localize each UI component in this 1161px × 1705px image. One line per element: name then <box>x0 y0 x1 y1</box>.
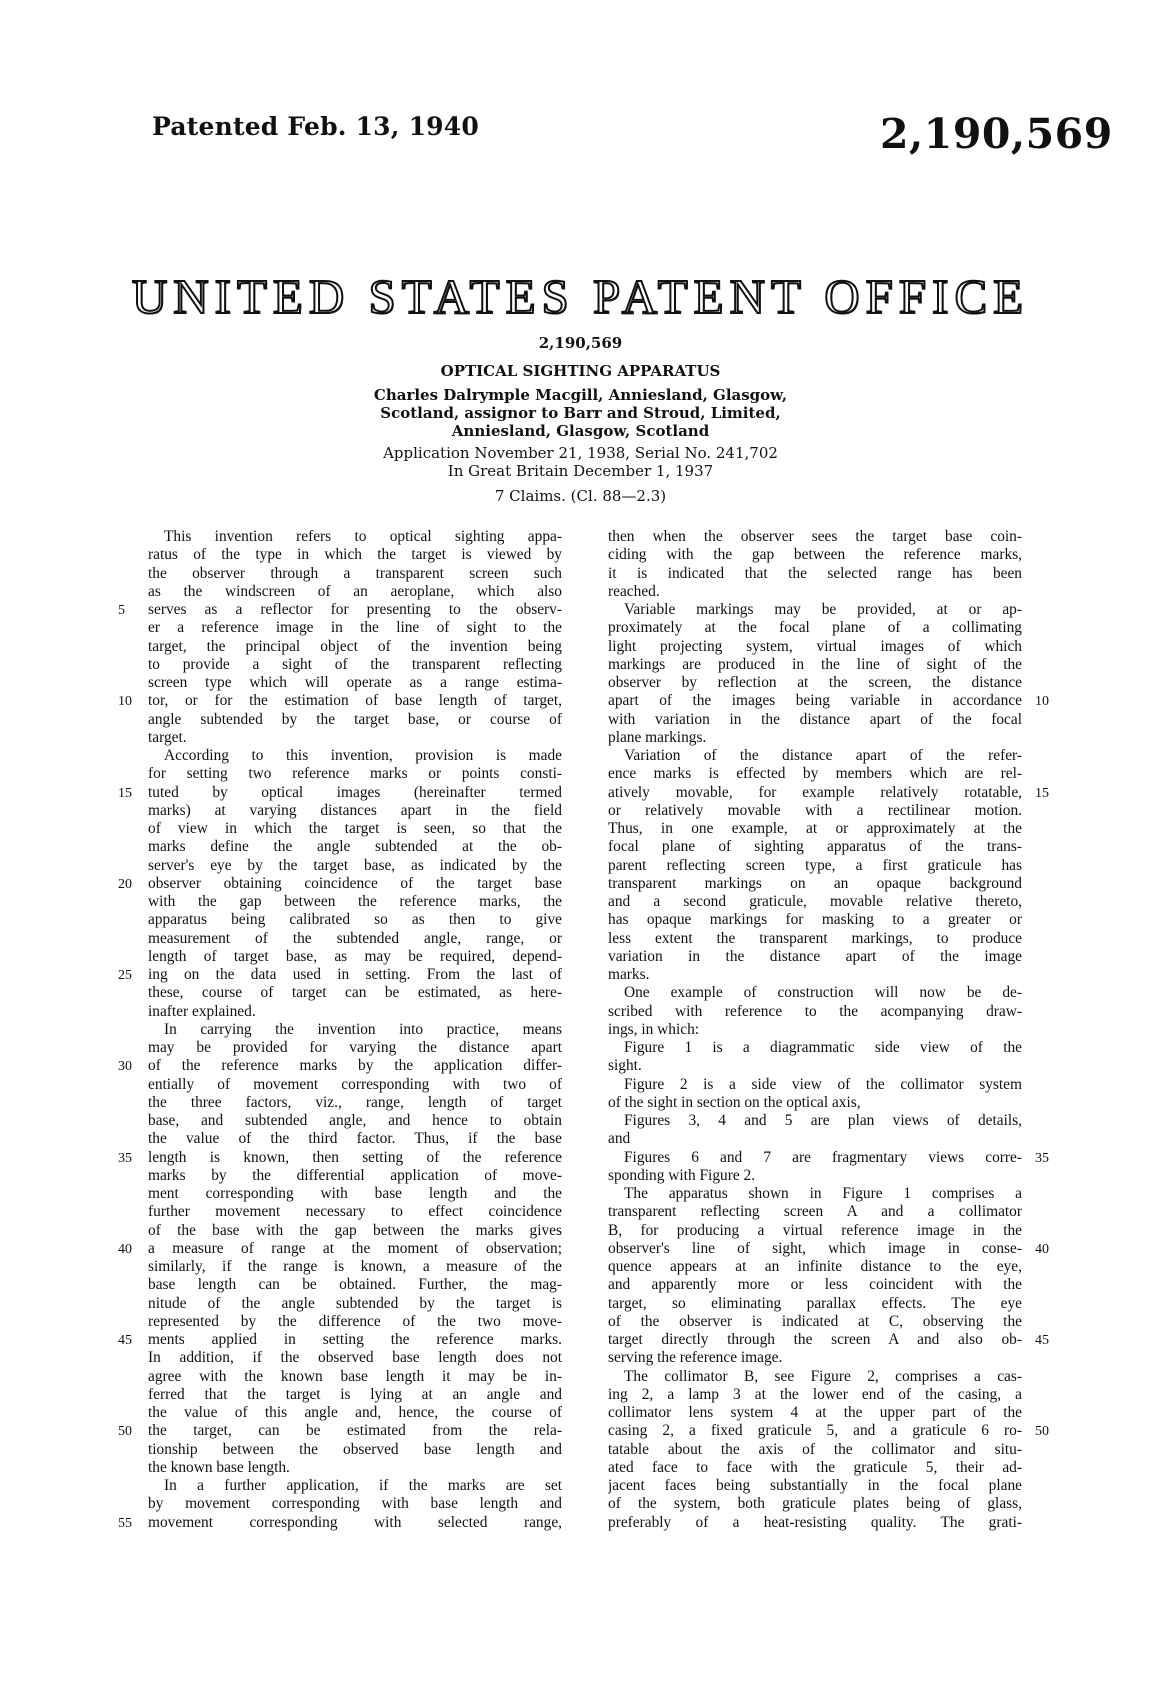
line-number: 50 <box>1035 1424 1049 1440</box>
text-line: server's eye by the target base, as indicated by the <box>148 856 562 874</box>
text-line: target. <box>148 728 187 746</box>
text-line: proximately at the focal plane of a collimating <box>608 619 1022 637</box>
text-line: ferred that the target is lying at an angle and <box>148 1385 562 1403</box>
line-number: 10 <box>1035 694 1049 710</box>
text-line: entially of movement corresponding with two of <box>148 1075 562 1093</box>
text-line: the value of this angle and, hence, the course of <box>148 1404 562 1421</box>
text-line: and <box>608 1130 631 1148</box>
text-line: markings are produced in the line of sight of the <box>608 655 1022 673</box>
text-line: these, course of target can be estimated, as here- <box>148 984 562 1002</box>
text-line: and a second graticule, movable relative thereto, <box>608 893 1022 910</box>
text-line: ratus of the type in which the target is viewed by <box>148 546 562 564</box>
line-number: 50 <box>118 1424 132 1440</box>
text-line: ence marks is effected by members which are rel- <box>608 765 1022 783</box>
line-number: 20 <box>118 876 132 892</box>
text-line: According to this invention, provision is made <box>164 747 562 764</box>
text-line: In addition, if the observed base length does not <box>148 1349 562 1367</box>
text-line: ing 2, a lamp 3 at the lower end of the casing, a <box>608 1385 1022 1403</box>
text-line: similarly, if the range is known, a measure of the <box>148 1258 562 1275</box>
text-line: base length can be obtained. Further, the mag- <box>148 1276 562 1294</box>
text-line: B, for producing a virtual reference image in the <box>608 1221 1022 1239</box>
text-line: inafter explained. <box>148 1002 256 1020</box>
text-line: sight. <box>608 1057 642 1075</box>
text-line: marks define the angle subtended at the ob- <box>148 838 562 856</box>
text-line: transparent reflecting screen A and a collimator <box>608 1203 1022 1221</box>
text-line: ings, in which: <box>608 1020 700 1038</box>
text-line: preferably of a heat-resisting quality. The grati- <box>608 1513 1022 1531</box>
text-line: quence appears at an infinite distance to the eye, <box>608 1258 1022 1275</box>
text-line: Figures 6 and 7 are fragmentary views corre- <box>624 1148 1022 1166</box>
text-line: marks) at varying distances apart in the field <box>148 801 562 819</box>
text-line: plane markings. <box>608 728 707 746</box>
line-number: 45 <box>118 1333 132 1348</box>
line-number: 35 <box>1035 1150 1049 1166</box>
text-line: screen type which will operate as a range estima- <box>148 674 562 691</box>
text-line: light projecting system, virtual images of which <box>608 637 1022 655</box>
text-line: length of target base, as may be required, depend- <box>148 947 562 965</box>
line-number: 35 <box>118 1150 132 1166</box>
invention-title: OPTICAL SIGHTING APPARATUS <box>440 362 721 380</box>
text-line: serves as a reflector for presenting to the observ- <box>148 601 562 618</box>
text-line: the three factors, viz., range, length of target <box>148 1093 562 1111</box>
line-number: 30 <box>118 1059 132 1075</box>
text-line: with variation in the distance apart of the focal <box>608 710 1022 728</box>
patent-number-sub: 2,190,569 <box>538 334 623 352</box>
text-line: observer by reflection at the screen, the distance <box>608 674 1022 691</box>
text-line: focal plane of sighting apparatus of the trans- <box>608 838 1022 856</box>
text-line: target, the principal object of the invention being <box>148 637 562 655</box>
text-line: movement corresponding with selected range, <box>148 1513 562 1531</box>
text-line: Variable markings may be provided, at or ap- <box>624 601 1022 618</box>
text-line: casing 2, a fixed graticule 5, and a graticule 6 ro- <box>608 1422 1022 1440</box>
text-line: agree with the known base length it may be in- <box>148 1367 562 1385</box>
text-line: This invention refers to optical sighting appa- <box>164 528 562 545</box>
text-line: the known base length. <box>148 1458 290 1476</box>
text-line: tatable about the axis of the collimator and situ- <box>608 1440 1022 1458</box>
text-line: to provide a sight of the transparent reflecting <box>148 655 562 673</box>
text-line: ing on the data used in setting. From the last of <box>148 966 562 983</box>
right-column <box>608 528 1022 1532</box>
text-line: Variation of the distance apart of the refer- <box>624 747 1022 764</box>
patent-number: 2,190,569 <box>880 110 1113 158</box>
text-line: In carrying the invention into practice, means <box>164 1020 562 1038</box>
text-line: length is known, then setting of the reference <box>148 1148 562 1166</box>
text-line: has opaque markings for masking to a greater or <box>608 911 1022 929</box>
text-line: ments applied in setting the reference marks. <box>148 1331 562 1348</box>
text-line: measurement of the subtended angle, range, or <box>148 929 562 947</box>
text-line: for setting two reference marks or points consti- <box>148 765 562 783</box>
application-line: Application November 21, 1938, Serial No. 241,702 <box>383 444 778 462</box>
text-line: ment corresponding with base length and the <box>148 1185 562 1202</box>
text-line: of view in which the target is seen, so that the <box>148 820 562 837</box>
text-line: base, and subtended angle, and hence to obtain <box>148 1112 562 1129</box>
text-line: Figures 3, 4 and 5 are plan views of details, <box>624 1112 1022 1129</box>
text-line: scribed with reference to the acompanying draw- <box>608 1002 1022 1020</box>
text-line: of the observer is indicated at C, observing the <box>608 1312 1022 1330</box>
line-number: 25 <box>118 968 132 983</box>
text-line: observer's line of sight, which image in conse- <box>608 1239 1022 1257</box>
text-line: further movement necessary to effect coincidence <box>148 1203 562 1221</box>
text-line: apart of the images being variable in accordance <box>608 692 1022 710</box>
text-line: angle subtended by the target base, or course of <box>148 710 562 728</box>
text-line: marks. <box>608 966 650 983</box>
text-line: One example of construction will now be de- <box>624 984 1022 1002</box>
text-line: Figure 2 is a side view of the collimator system <box>624 1075 1022 1093</box>
text-line: observer obtaining coincidence of the target base <box>148 874 562 892</box>
line-number: 5 <box>118 603 125 618</box>
text-line: ciding with the gap between the reference marks, <box>608 546 1022 564</box>
text-line: target directly through the screen A and also ob- <box>608 1331 1022 1348</box>
text-line: with the gap between the reference marks, the <box>148 893 562 910</box>
claims-line: 7 Claims. (Cl. 88—2.3) <box>494 487 667 505</box>
text-line: by movement corresponding with base length and <box>148 1495 562 1513</box>
text-line: collimator lens system 4 at the upper part of the <box>608 1404 1022 1421</box>
text-line: or relatively movable with a rectilinear motion. <box>608 801 1022 819</box>
inventor-line: Charles Dalrymple Macgill, Anniesland, Glasgow, <box>373 386 788 404</box>
text-line: The apparatus shown in Figure 1 comprises a <box>624 1185 1022 1202</box>
text-line: then when the observer sees the target base coin- <box>608 528 1022 545</box>
text-line: the value of the third factor. Thus, if the base <box>148 1130 562 1148</box>
left-column <box>148 528 562 1532</box>
office-title: UNITED STATES PATENT OFFICE <box>131 269 1030 324</box>
text-line: serving the reference image. <box>608 1349 783 1367</box>
text-line: a measure of range at the moment of observation; <box>148 1239 562 1257</box>
text-line: less extent the transparent markings, to produce <box>608 929 1022 947</box>
line-number: 40 <box>118 1241 132 1257</box>
text-line: target, so eliminating parallax effects. The eye <box>608 1294 1022 1312</box>
text-line: nitude of the angle subtended by the target is <box>148 1294 562 1312</box>
text-line: and apparently more or less coincident with the <box>608 1276 1022 1294</box>
text-line: of the reference marks by the application differ- <box>148 1057 562 1075</box>
text-line: it is indicated that the selected range has been <box>608 564 1022 582</box>
text-line: er a reference image in the line of sight to the <box>148 619 562 637</box>
line-number: 15 <box>1035 785 1049 801</box>
text-line: of the system, both graticule plates being of glass, <box>608 1495 1022 1513</box>
text-line: represented by the difference of the two move- <box>148 1312 562 1330</box>
line-number: 40 <box>1035 1241 1049 1257</box>
text-line: of the base with the gap between the marks gives <box>148 1221 562 1239</box>
line-number: 15 <box>118 785 132 801</box>
text-line: the observer through a transparent screen such <box>148 564 562 582</box>
text-line: may be provided for varying the distance apart <box>148 1039 562 1056</box>
text-line: sponding with Figure 2. <box>608 1166 756 1184</box>
inventor-line: Anniesland, Glasgow, Scotland <box>451 422 710 440</box>
text-line: apparatus being calibrated so as then to give <box>148 911 562 929</box>
text-line: reached. <box>608 582 660 600</box>
line-number: 10 <box>118 694 132 710</box>
line-number: 55 <box>118 1515 132 1531</box>
text-line: tuted by optical images (hereinafter termed <box>148 783 562 801</box>
text-line: atively movable, for example relatively rotatable, <box>608 783 1022 801</box>
inventor-line: Scotland, assignor to Barr and Stroud, Limited, <box>380 404 781 422</box>
text-line: variation in the distance apart of the image <box>608 947 1022 965</box>
text-line: Thus, in one example, at or approximately at the <box>608 820 1022 837</box>
text-line: parent reflecting screen type, a first graticule has <box>608 856 1022 874</box>
application-block <box>0 444 1161 480</box>
text-line: Figure 1 is a diagrammatic side view of the <box>624 1039 1022 1056</box>
text-line: In a further application, if the marks are set <box>164 1477 562 1494</box>
text-line: the target, can be estimated from the rela- <box>148 1422 562 1440</box>
application-line: In Great Britain December 1, 1937 <box>447 462 714 480</box>
text-line: of the sight in section on the optical axis, <box>608 1093 861 1111</box>
text-line: as the windscreen of an aeroplane, which also <box>148 582 562 600</box>
text-line: transparent markings on an opaque background <box>608 874 1022 892</box>
text-line: tor, or for the estimation of base length of target, <box>148 692 562 710</box>
text-line: The collimator B, see Figure 2, comprises a cas- <box>624 1367 1022 1385</box>
inventor-block <box>0 386 1161 440</box>
text-line: tionship between the observed base length and <box>148 1440 562 1458</box>
text-line: ated face to face with the graticule 5, their ad- <box>608 1458 1022 1476</box>
text-line: marks by the differential application of move- <box>148 1166 562 1184</box>
line-number: 45 <box>1035 1333 1049 1348</box>
text-line: jacent faces being substantially in the focal plane <box>608 1477 1022 1494</box>
patent-date: Patented Feb. 13, 1940 <box>152 112 479 141</box>
